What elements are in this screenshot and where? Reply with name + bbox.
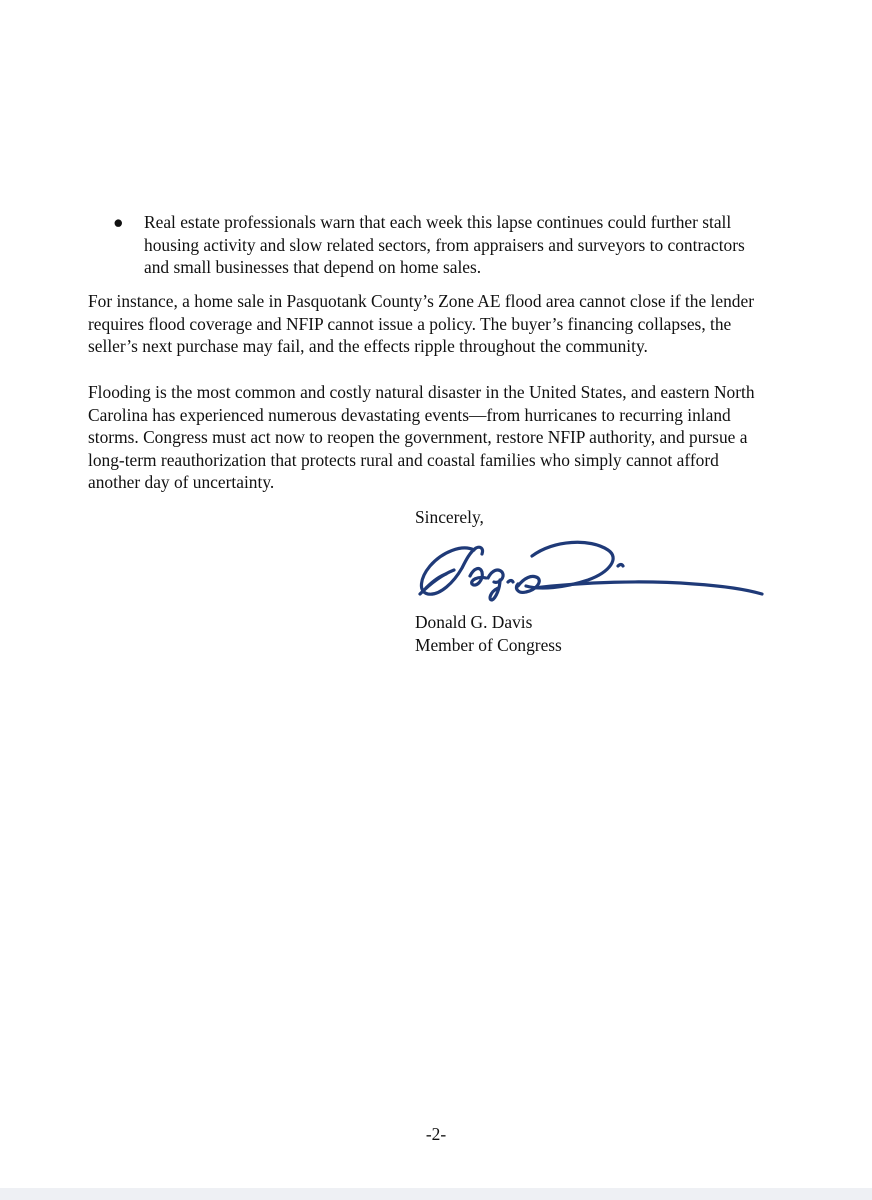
text-line: For instance, a home sale in Pasquotank County’s Zone AE flood area cannot close if the lender <box>88 291 754 311</box>
page-number: -2- <box>425 1124 447 1144</box>
text-line: requires flood coverage and NFIP cannot issue a policy. The buyer’s financing collapses, the <box>88 313 732 334</box>
handwritten-signature <box>414 536 774 608</box>
text-line: housing activity and slow related sectors, from appraisers and surveyors to contractors <box>144 234 745 255</box>
paragraph-home-sale-example <box>88 290 788 358</box>
text-line: storms. Congress must act now to reopen the government, restore NFIP authority, and pursue a <box>88 427 748 447</box>
text-line: another day of uncertainty. <box>88 472 275 492</box>
signer-name: Donald G. Davis <box>415 612 533 632</box>
paragraph-flooding-call-to-action <box>88 381 788 494</box>
closing-salutation: Sincerely, <box>415 507 484 527</box>
text-line: seller’s next purchase may fail, and the effects ripple throughout the community. <box>88 336 648 356</box>
signer-title: Member of Congress <box>415 635 562 655</box>
bullet-icon: ● <box>113 212 124 232</box>
text-line: Flooding is the most common and costly natural disaster in the United States, and eastern North <box>88 382 755 402</box>
text-line: Real estate professionals warn that each week this lapse continues could further stall <box>144 212 732 232</box>
bullet-text <box>144 211 804 279</box>
viewer-bottom-edge <box>0 1188 872 1200</box>
text-line: Carolina has experienced numerous devastating events—from hurricanes to recurring inland <box>88 404 731 425</box>
text-line: and small businesses that depend on home sales. <box>144 257 482 277</box>
text-line: long-term reauthorization that protects rural and coastal families who simply cannot afford <box>88 449 719 470</box>
